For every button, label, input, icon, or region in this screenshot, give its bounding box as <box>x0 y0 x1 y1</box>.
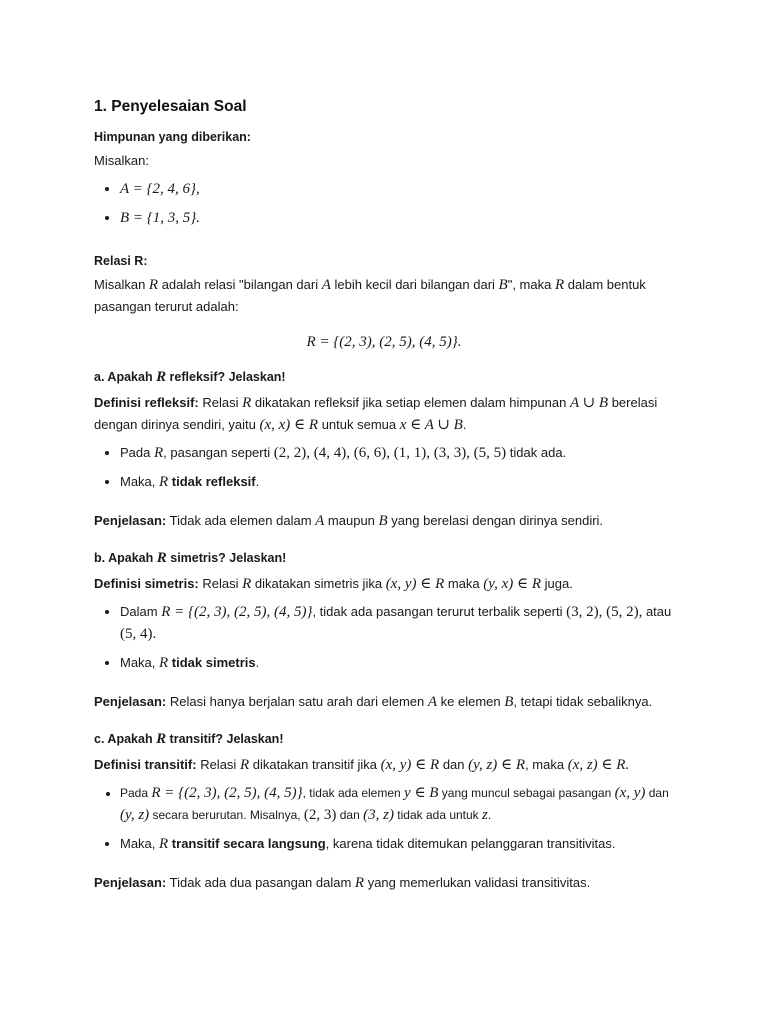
text: Maka, <box>120 474 160 489</box>
text: simetris? Jelaskan! <box>166 551 287 565</box>
definition-label: Definisi simetris: <box>94 576 199 591</box>
math-r: R <box>159 655 169 671</box>
section-a-explanation <box>94 510 674 532</box>
text: Tidak ada dua pasangan dalam <box>166 875 355 890</box>
list-item <box>120 833 674 855</box>
set-a-math: A = {2, 4, 6}, <box>120 181 200 197</box>
math-r: R <box>354 875 365 891</box>
text: Misalkan <box>94 277 149 292</box>
text: atau <box>642 604 672 619</box>
text: c. Apakah <box>94 732 157 746</box>
math-z: z <box>482 807 488 823</box>
text: . <box>255 655 260 670</box>
section-a-bullets <box>94 442 674 493</box>
text: a. Apakah <box>94 370 157 384</box>
text: , tidak ada pasangan terurut terbalik seperti <box>312 604 567 619</box>
text: Relasi <box>198 576 243 591</box>
math-a: A <box>321 277 331 293</box>
text: , karena tidak ditemukan pelanggaran transitivitas. <box>325 836 616 851</box>
given-intro: Misalkan: <box>94 153 149 168</box>
math-r: R <box>156 550 167 566</box>
text: adalah relasi "bilangan dari <box>158 277 322 292</box>
text: Relasi <box>198 395 243 410</box>
text: yang memerlukan validasi transitivitas. <box>364 875 591 890</box>
text: refleksif? Jelaskan! <box>166 370 286 384</box>
text: yang muncul sebagai pasangan <box>438 786 615 800</box>
math-pair: (2, 3) <box>303 807 337 823</box>
conclusion: transitif secara langsung <box>168 836 326 851</box>
text: Relasi <box>196 757 240 772</box>
math-r: R <box>159 474 169 490</box>
relation-heading: Relasi R: <box>94 254 148 268</box>
text: Maka, <box>120 655 160 670</box>
set-b-item <box>120 207 674 229</box>
text: dan <box>439 757 469 772</box>
section-c-heading <box>94 731 674 748</box>
math-xy: (x, y) ∈ R <box>380 757 440 773</box>
math-r: R <box>148 277 159 293</box>
math-yz: (y, z) <box>120 807 150 823</box>
text: , pasangan seperti <box>163 445 274 460</box>
text: berelasi dengan dirinya sendiri, yaitu <box>94 395 658 432</box>
math-pair: (5, 4). <box>120 626 157 642</box>
text: ke elemen <box>437 694 505 709</box>
list-item <box>120 601 674 645</box>
text: , tidak ada elemen <box>302 786 405 800</box>
math-a: A <box>315 513 325 529</box>
math-pair: (3, z) <box>363 807 394 823</box>
set-b-math: B = {1, 3, 5}. <box>120 210 201 226</box>
text: Dalam <box>120 604 162 619</box>
text: dan <box>645 786 669 800</box>
text: tidak ada untuk <box>393 808 483 822</box>
math-pairs: (2, 2), (4, 4), (6, 6), (1, 1), (3, 3), (5, 5) <box>273 445 507 461</box>
relation-set-math: R = {(2, 3), (2, 5), (4, 5)}. <box>306 334 462 350</box>
math-pairs: (3, 2), (5, 2), <box>566 604 643 620</box>
text: dikatakan refleksif jika setiap elemen dalam himpunan <box>251 395 570 410</box>
math-b: B <box>378 513 388 529</box>
text: dan <box>336 808 364 822</box>
section-a-heading <box>94 369 674 386</box>
text: b. Apakah <box>94 551 157 565</box>
section-b-heading <box>94 550 674 567</box>
math-b: B <box>504 694 514 710</box>
math-r: R <box>156 731 167 747</box>
relation-paragraph <box>94 274 674 318</box>
text: tidak ada. <box>506 445 567 460</box>
text: transitif? Jelaskan! <box>166 732 284 746</box>
text: . <box>462 417 467 432</box>
math-y: y ∈ B <box>404 785 439 801</box>
math-r: R <box>159 836 169 852</box>
section-c-definition <box>94 754 674 776</box>
list-item <box>120 442 674 464</box>
section-c-explanation <box>94 872 674 894</box>
section-b-definition <box>94 573 674 595</box>
section-title: 1. Penyelesaian Soal <box>94 98 247 115</box>
text: juga. <box>541 576 573 591</box>
text: Tidak ada elemen dalam <box>166 513 316 528</box>
math-xx: (x, x) ∈ R <box>259 417 319 433</box>
section-b-explanation <box>94 691 674 713</box>
text: , tetapi tidak sebaliknya. <box>513 694 653 709</box>
set-a-item <box>120 178 674 200</box>
math-r: R <box>554 277 565 293</box>
conclusion: tidak simetris <box>168 655 256 670</box>
text: dikatakan simetris jika <box>251 576 386 591</box>
text: . <box>255 474 260 489</box>
given-heading: Himpunan yang diberikan: <box>94 130 251 144</box>
text: Pada <box>120 445 154 460</box>
text: dalam bentuk pasangan terurut adalah: <box>94 277 646 314</box>
math-set: R = {(2, 3), (2, 5), (4, 5)} <box>151 785 303 801</box>
section-a-definition <box>94 392 674 436</box>
text: dikatakan transitif jika <box>249 757 381 772</box>
list-item <box>120 652 674 674</box>
text: . <box>487 808 492 822</box>
text: maka <box>444 576 484 591</box>
text: Pada <box>120 786 152 800</box>
text: secara berurutan. Misalnya, <box>149 808 304 822</box>
definition-label: Definisi refleksif: <box>94 395 199 410</box>
explanation-label: Penjelasan: <box>94 694 167 709</box>
text: maupun <box>324 513 379 528</box>
text: Maka, <box>120 836 160 851</box>
text: untuk semua <box>318 417 400 432</box>
explanation-label: Penjelasan: <box>94 513 167 528</box>
math-yx: (y, x) ∈ R <box>483 576 542 592</box>
relation-display <box>94 334 674 351</box>
list-item <box>120 471 674 493</box>
math-yz: (y, z) ∈ R <box>468 757 526 773</box>
text: , maka <box>525 757 568 772</box>
math-x: x ∈ A ∪ B <box>399 417 463 433</box>
list-item <box>120 782 674 826</box>
text: lebih kecil dari bilangan dari <box>330 277 499 292</box>
math-r: R <box>156 369 167 385</box>
definition-label: Definisi transitif: <box>94 757 197 772</box>
math-r: R <box>239 757 250 773</box>
section-c-bullets <box>94 782 674 855</box>
math-r: R <box>153 445 164 461</box>
math-r: R <box>242 395 252 411</box>
math-xz: (x, z) ∈ R. <box>567 757 630 773</box>
math-xy: (x, y) <box>614 785 646 801</box>
text: Relasi hanya berjalan satu arah dari elemen <box>166 694 428 709</box>
math-set: R = {(2, 3), (2, 5), (4, 5)} <box>161 604 313 620</box>
explanation-label: Penjelasan: <box>94 875 167 890</box>
math-a: A <box>427 694 438 710</box>
conclusion: tidak refleksif <box>168 474 256 489</box>
document-page <box>94 98 674 894</box>
math-r: R <box>242 576 252 592</box>
given-sets-list <box>94 178 674 229</box>
text: ", maka <box>507 277 555 292</box>
section-b-bullets <box>94 601 674 674</box>
math-b: B <box>498 277 508 293</box>
math-xy: (x, y) ∈ R <box>385 576 445 592</box>
math-union: A ∪ B <box>569 395 609 411</box>
text: yang berelasi dengan dirinya sendiri. <box>387 513 604 528</box>
